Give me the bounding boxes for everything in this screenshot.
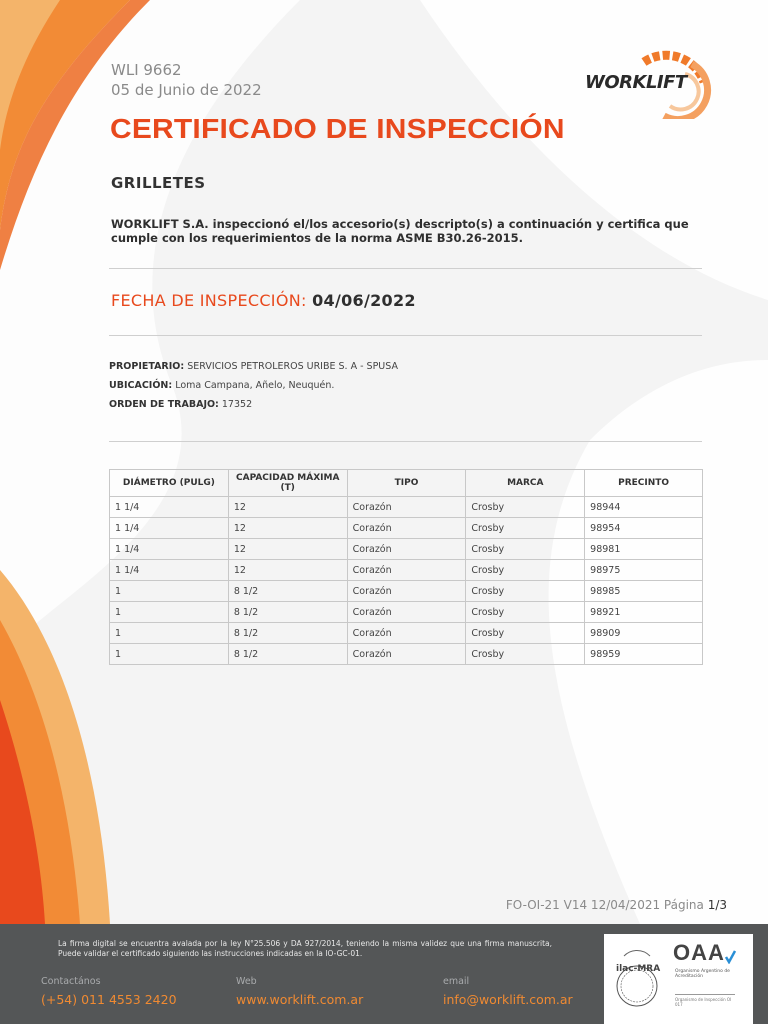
cell-capacity: 8 1/2 xyxy=(228,644,347,665)
header-capacity: CAPACIDAD MÁXIMA (T) xyxy=(228,470,347,497)
divider xyxy=(109,335,702,336)
divider xyxy=(109,268,702,269)
page-number: 1/3 xyxy=(707,898,727,912)
cell-capacity: 8 1/2 xyxy=(228,581,347,602)
cell-brand: Crosby xyxy=(466,518,585,539)
intro-statement: WORKLIFT S.A. inspeccionó el/los accesorio(s) descripto(s) a continuación y certifica que cumple con los requerimientos de la norma ASME B30.26-2015. xyxy=(111,217,689,245)
location-row xyxy=(109,380,334,391)
cell-type: Corazón xyxy=(347,644,466,665)
inspection-date xyxy=(111,291,416,310)
cell-brand: Crosby xyxy=(466,497,585,518)
owner-row xyxy=(109,361,398,372)
cell-diameter: 1 xyxy=(110,581,229,602)
legal-notice: La firma digital se encuentra avalada por la ley N°25.506 y DA 927/2014, teniendo la misma validez que una firma manuscrita, Puede validar el certificado siguiendo las instrucciones indicadas en la IO-GC-01. xyxy=(58,939,552,958)
page-title: CERTIFICADO DE INSPECCIÓN xyxy=(110,113,565,144)
header-type: TIPO xyxy=(347,470,466,497)
table-row xyxy=(110,644,703,665)
location-value: Loma Campana, Añelo, Neuquén. xyxy=(175,380,335,391)
cell-type: Corazón xyxy=(347,497,466,518)
web-label: Web xyxy=(236,976,257,987)
cell-capacity: 12 xyxy=(228,539,347,560)
table-row xyxy=(110,518,703,539)
oaa-org-name: Organismo Argentino de Acreditación xyxy=(675,969,730,979)
cell-diameter: 1 xyxy=(110,644,229,665)
cell-seal: 98959 xyxy=(585,644,703,665)
cell-capacity: 8 1/2 xyxy=(228,602,347,623)
table-row xyxy=(110,581,703,602)
oaa-org-code: Organismo de Inspección OI 017 xyxy=(675,994,735,1007)
cell-brand: Crosby xyxy=(466,539,585,560)
cell-diameter: 1 xyxy=(110,623,229,644)
header-seal: PRECINTO xyxy=(585,470,703,497)
checkmark-icon xyxy=(724,950,736,964)
inspection-date-value: 04/06/2022 xyxy=(312,291,416,310)
work-order-row xyxy=(109,399,252,410)
worklift-logo xyxy=(582,44,712,119)
cell-capacity: 12 xyxy=(228,560,347,581)
cell-diameter: 1 1/4 xyxy=(110,518,229,539)
cell-brand: Crosby xyxy=(466,581,585,602)
location-label: UBICACIÓN: xyxy=(109,380,173,391)
table-body xyxy=(110,497,703,665)
inspection-table xyxy=(109,469,703,665)
form-code-text: FO-OI-21 V14 12/04/2021 Página xyxy=(505,898,708,912)
contact-label: Contactános xyxy=(41,976,101,987)
accreditation-badge xyxy=(604,934,753,1024)
cell-type: Corazón xyxy=(347,560,466,581)
table-header-row xyxy=(110,470,703,497)
footer xyxy=(0,924,768,1024)
cell-capacity: 8 1/2 xyxy=(228,623,347,644)
divider xyxy=(109,441,702,442)
cell-seal: 98909 xyxy=(585,623,703,644)
owner-label: PROPIETARIO: xyxy=(109,361,185,372)
document-id: WLI 9662 xyxy=(111,61,182,79)
table-row xyxy=(110,539,703,560)
product-subtitle: GRILLETES xyxy=(111,174,206,192)
cell-seal: 98975 xyxy=(585,560,703,581)
cell-seal: 98954 xyxy=(585,518,703,539)
cell-diameter: 1 1/4 xyxy=(110,497,229,518)
cell-brand: Crosby xyxy=(466,602,585,623)
header-brand: MARCA xyxy=(466,470,585,497)
cell-brand: Crosby xyxy=(466,560,585,581)
work-order-label: ORDEN DE TRABAJO: xyxy=(109,399,219,410)
contact-column xyxy=(41,976,177,1007)
cell-capacity: 12 xyxy=(228,518,347,539)
email-label: email xyxy=(443,976,470,987)
cell-seal: 98985 xyxy=(585,581,703,602)
cell-seal: 98944 xyxy=(585,497,703,518)
cell-diameter: 1 xyxy=(110,602,229,623)
cell-type: Corazón xyxy=(347,581,466,602)
inspection-date-label: FECHA DE INSPECCIÓN: xyxy=(111,291,307,310)
document-date: 05 de Junio de 2022 xyxy=(111,81,262,99)
cell-type: Corazón xyxy=(347,518,466,539)
web-link[interactable]: www.worklift.com.ar xyxy=(236,992,364,1007)
contact-phone[interactable]: (+54) 011 4553 2420 xyxy=(41,992,177,1007)
cell-seal: 98921 xyxy=(585,602,703,623)
table-row xyxy=(110,623,703,644)
cell-type: Corazón xyxy=(347,602,466,623)
cell-capacity: 12 xyxy=(228,497,347,518)
ilac-mark: ilac-MRA xyxy=(616,964,661,974)
table-row xyxy=(110,560,703,581)
cell-type: Corazón xyxy=(347,539,466,560)
table-row xyxy=(110,497,703,518)
cell-brand: Crosby xyxy=(466,644,585,665)
table-row xyxy=(110,602,703,623)
cell-brand: Crosby xyxy=(466,623,585,644)
cell-diameter: 1 1/4 xyxy=(110,560,229,581)
header-diameter: DIÁMETRO (PULG) xyxy=(110,470,229,497)
cell-seal: 98981 xyxy=(585,539,703,560)
web-column xyxy=(236,976,363,1007)
work-order-value: 17352 xyxy=(221,399,253,410)
logo-text: WORKLIFT xyxy=(585,72,687,93)
form-code xyxy=(506,898,727,912)
oaa-logo: OAA xyxy=(673,940,725,965)
owner-value: SERVICIOS PETROLEROS URIBE S. A - SPUSA xyxy=(187,361,398,372)
cell-type: Corazón xyxy=(347,623,466,644)
email-column xyxy=(443,976,573,1007)
seal-icon xyxy=(610,946,670,1016)
email-link[interactable]: info@worklift.com.ar xyxy=(443,992,573,1007)
cell-diameter: 1 1/4 xyxy=(110,539,229,560)
